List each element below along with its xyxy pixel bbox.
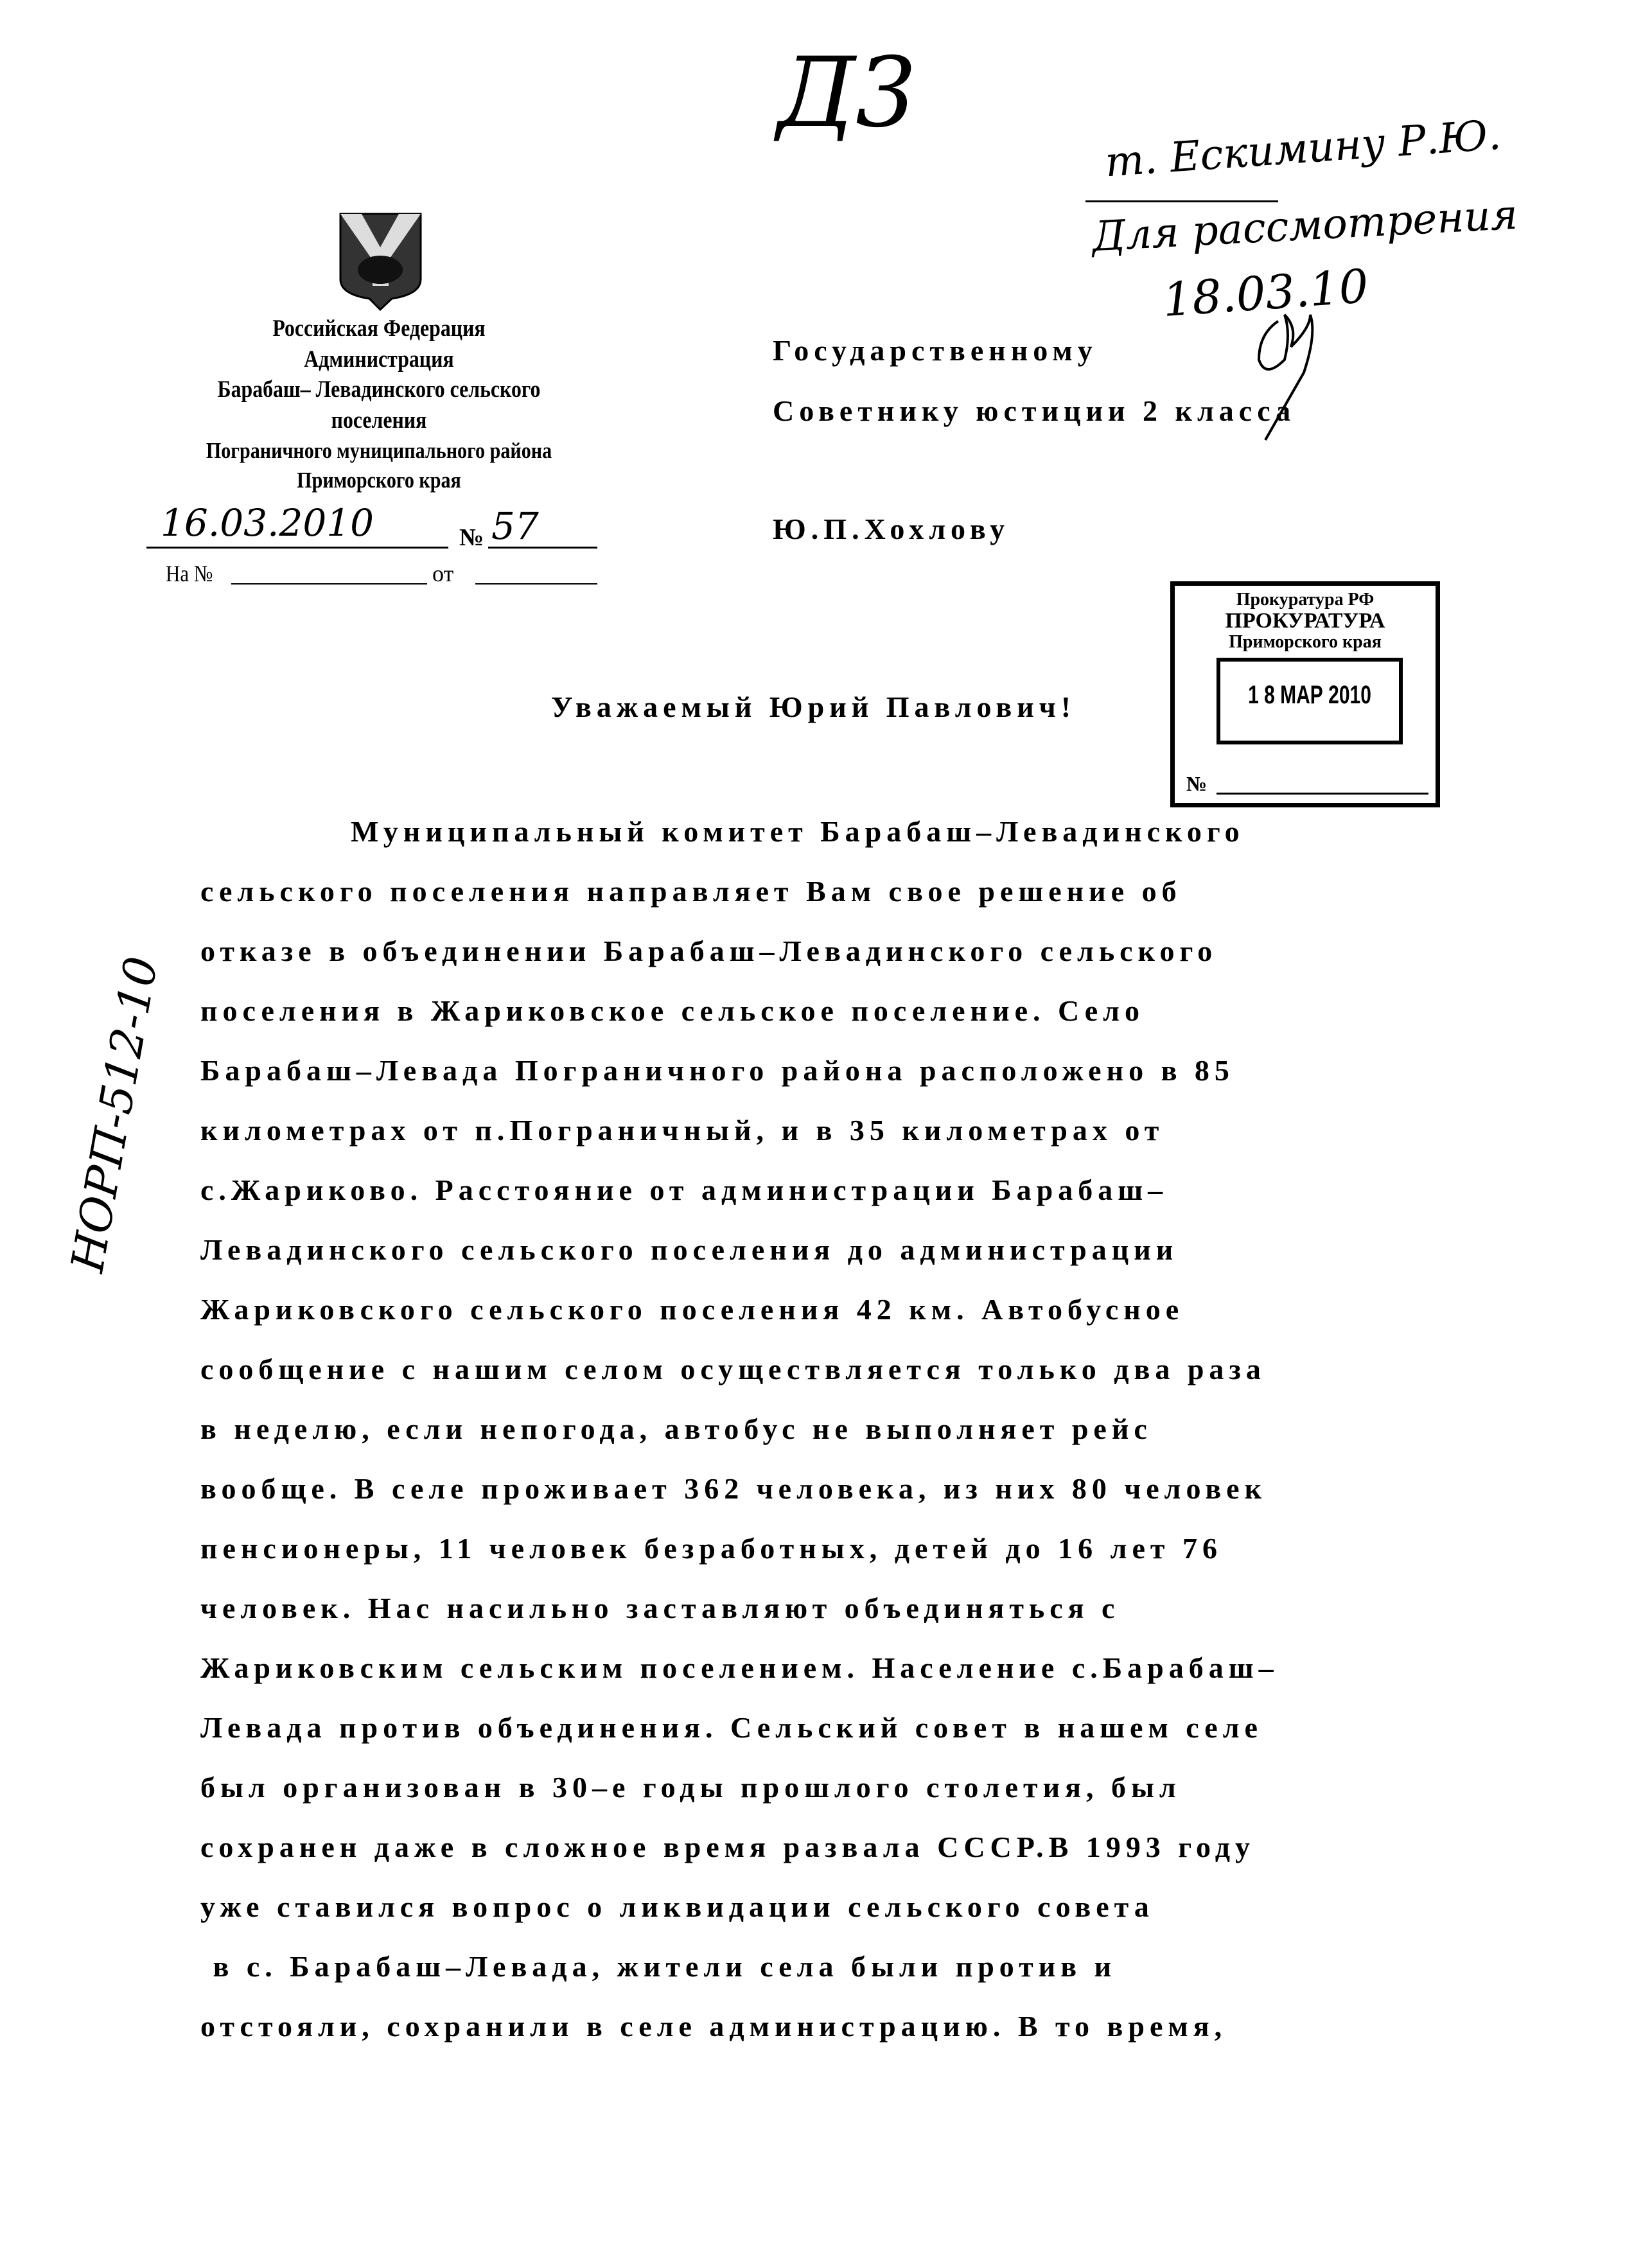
- stamp-number-label: №: [1186, 772, 1208, 795]
- reply-number-label: На №: [166, 561, 213, 586]
- from-field: [475, 583, 597, 585]
- body-line: Муниципальный комитет Барабаш–Левадинского: [351, 815, 1245, 848]
- resolution-date: 18.03.10: [1161, 258, 1371, 328]
- letterhead-line: поселения: [331, 407, 427, 434]
- letterhead-line: Пограничного муниципального района: [206, 438, 552, 463]
- resolution-divider: [1085, 200, 1278, 202]
- addressee-line: Советнику юстиции 2 класса: [773, 394, 1296, 427]
- number-label: №: [459, 524, 484, 551]
- resolution-line: т. Ескимину Р.Ю.: [1103, 111, 1503, 187]
- body-line: пенсионеры, 11 человек безработных, детей до 16 лет 76: [200, 1532, 1222, 1565]
- stamp-date-box: [1217, 658, 1403, 744]
- addressee-name: Ю.П.Хохлову: [773, 513, 1010, 545]
- coat-of-arms-icon: [337, 212, 424, 312]
- stamp-line: Приморского края: [1229, 632, 1382, 652]
- body-line: уже ставился вопрос о ликвидации сельского совета: [200, 1890, 1154, 1923]
- stamp-line: ПРОКУРАТУРА: [1225, 609, 1385, 633]
- body-line: Левада против объединения. Сельский совет в нашем селе: [200, 1711, 1263, 1744]
- body-line: сообщение с нашим селом осуществляется только два раза: [200, 1353, 1266, 1385]
- body-line: с.Жариково. Расстояние от администрации Барабаш–: [200, 1174, 1168, 1206]
- body-line: в с. Барабаш–Левада, жители села были против и: [200, 1950, 1117, 1983]
- stamp-number-field: [1217, 793, 1428, 795]
- letter-date: 16.03.2010: [161, 501, 374, 545]
- reply-number-field: [231, 583, 427, 585]
- handwritten-mark: Д3: [777, 37, 917, 149]
- from-label: от: [432, 561, 454, 586]
- body-line: отстояли, сохранили в селе администрацию. В то время,: [200, 2010, 1227, 2043]
- stamp-line: Прокуратура РФ: [1236, 590, 1375, 610]
- body-line: километрах от п.Пограничный, и в 35 километрах от: [200, 1114, 1164, 1147]
- body-line: отказе в объединении Барабаш–Левадинского сельского: [200, 935, 1218, 967]
- body-line: Барабаш–Левада Пограничного района расположено в 85: [200, 1054, 1234, 1087]
- number-underline: [488, 547, 597, 549]
- addressee-line: Государственному: [773, 334, 1098, 367]
- body-line: Жариковским сельским поселением. Население с.Барабаш–: [200, 1651, 1279, 1684]
- date-underline: [146, 547, 448, 549]
- letter-number: 57: [491, 504, 539, 548]
- letterhead-line: Приморского края: [297, 468, 461, 493]
- greeting: Уважаемый Юрий Павлович!: [551, 690, 1076, 723]
- body-line: сохранен даже в сложное время развала СССР.В 1993 году: [200, 1831, 1255, 1863]
- registration-stamp: [1170, 581, 1440, 807]
- stamp-date: 1 8 МАР 2010: [1248, 681, 1371, 709]
- body-line: человек. Нас насильно заставляют объединяться с: [200, 1592, 1120, 1624]
- margin-note: НОРП-512-10: [60, 953, 168, 1276]
- letterhead-line: Российская Федерация: [272, 315, 486, 342]
- body-line: поселения в Жариковское сельское поселение. Село: [200, 994, 1145, 1027]
- body-line: сельского поселения направляет Вам свое решение об: [200, 875, 1182, 908]
- letterhead-line: Администрация: [304, 346, 454, 373]
- resolution-line: Для рассмотрения: [1091, 191, 1519, 261]
- body-line: был организован в 30–е годы прошлого столетия, был: [200, 1771, 1181, 1804]
- body-line: вообще. В селе проживает 362 человека, из них 80 человек: [200, 1472, 1267, 1505]
- letterhead-line: Барабаш– Левадинского сельского: [217, 376, 541, 403]
- body-line: в неделю, если непогода, автобус не выполняет рейс: [200, 1412, 1152, 1445]
- body-line: Левадинского сельского поселения до администрации: [200, 1233, 1179, 1266]
- body-line: Жариковского сельского поселения 42 км. Автобусное: [200, 1293, 1184, 1326]
